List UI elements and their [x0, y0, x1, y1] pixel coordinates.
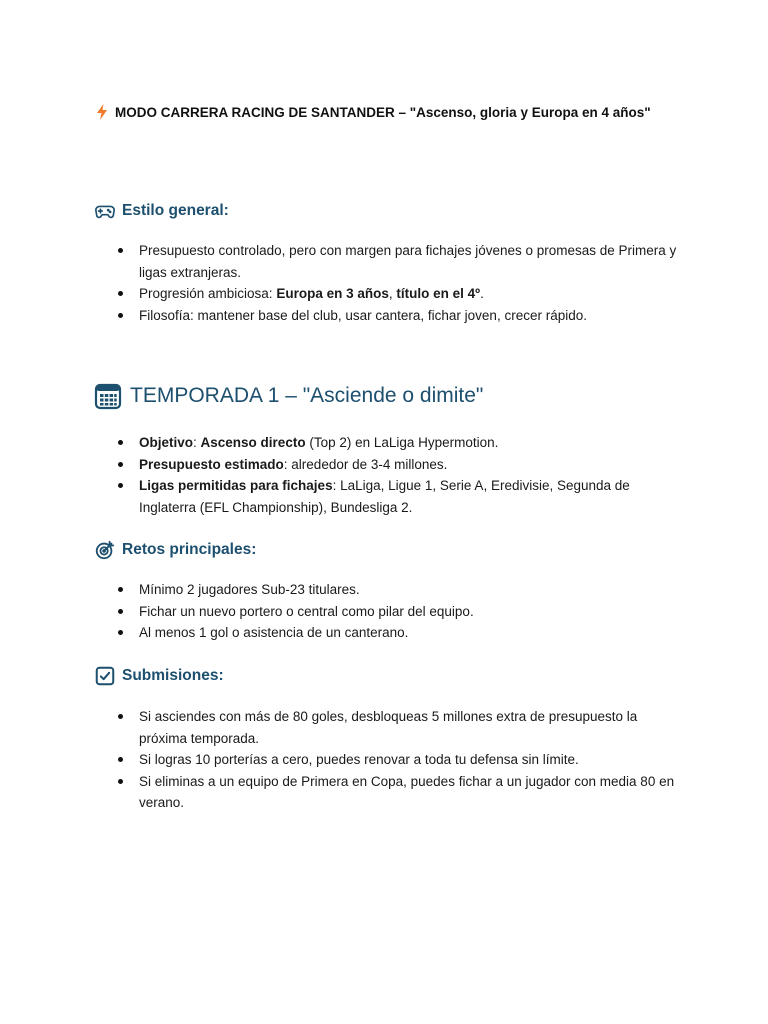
list-item-text: , — [388, 286, 397, 301]
section-heading-text: Estilo general: — [122, 202, 229, 219]
checkbox-icon — [94, 665, 116, 687]
bold-text: título en el 4º — [396, 286, 481, 301]
list-item-text: Presupuesto controlado, pero con margen para fichajes jóvenes o promesas de Primera y ligas extranjeras. — [139, 243, 677, 280]
calendar-icon — [94, 382, 122, 410]
section-heading-text: Retos principales: — [122, 541, 257, 558]
retos-list — [112, 579, 682, 644]
section-heading-submisiones — [94, 665, 224, 687]
list-item-text: : — [193, 435, 201, 450]
gamepad-icon — [94, 200, 116, 222]
section-heading-estilo — [94, 200, 229, 222]
list-item — [112, 454, 682, 476]
bold-text: Objetivo — [139, 435, 194, 450]
list-item-text: . — [480, 286, 484, 301]
document-title-text: MODO CARRERA RACING DE SANTANDER – "Ascenso, gloria y Europa en 4 años" — [115, 105, 651, 120]
list-item-text: : LaLiga, Ligue 1, Serie A, Eredivisie, Segunda de Inglaterra (EFL Championship), Bundesliga 2. — [139, 478, 630, 515]
bold-text: Europa en 3 años — [276, 286, 389, 301]
list-item — [112, 432, 682, 454]
list-item — [112, 475, 682, 518]
section-heading-text: Submisiones: — [122, 667, 224, 684]
list-item: Si logras 10 porterías a cero, puedes renovar a toda tu defensa sin límite. — [112, 749, 682, 771]
list-item — [112, 240, 682, 283]
list-item: Al menos 1 gol o asistencia de un canterano. — [112, 622, 682, 644]
list-item: Si eliminas a un equipo de Primera en Copa, puedes fichar a un jugador con media 80 en verano. — [112, 771, 682, 814]
list-item-text: Filosofía: mantener base del club, usar cantera, fichar joven, crecer rápido. — [139, 307, 587, 323]
list-item: Mínimo 2 jugadores Sub-23 titulares. — [112, 579, 682, 601]
document-title — [93, 102, 653, 124]
target-icon — [94, 539, 116, 561]
lightning-bolt-icon — [95, 104, 109, 120]
list-item — [112, 305, 682, 327]
list-item-text: (Top 2) en LaLiga Hypermotion. — [305, 435, 499, 450]
section-heading-temporada — [94, 382, 483, 410]
list-item: Fichar un nuevo portero o central como pilar del equipo. — [112, 601, 682, 623]
bold-text: Ascenso directo — [200, 435, 306, 450]
list-item-text: : alrededor de 3-4 millones. — [283, 456, 448, 472]
submisiones-list — [112, 706, 682, 814]
section-heading-text: TEMPORADA 1 – "Asciende o dimite" — [130, 384, 484, 407]
section-heading-retos — [94, 539, 256, 561]
temporada-list — [112, 432, 682, 518]
bold-text: Presupuesto estimado — [139, 456, 284, 472]
list-item: Si asciendes con más de 80 goles, desbloqueas 5 millones extra de presupuesto la próxima temporada. — [112, 706, 682, 749]
bold-text: Ligas permitidas para fichajes — [139, 478, 333, 493]
list-item-text: Progresión ambiciosa: — [139, 286, 277, 301]
list-item — [112, 283, 682, 305]
estilo-list — [112, 240, 682, 326]
